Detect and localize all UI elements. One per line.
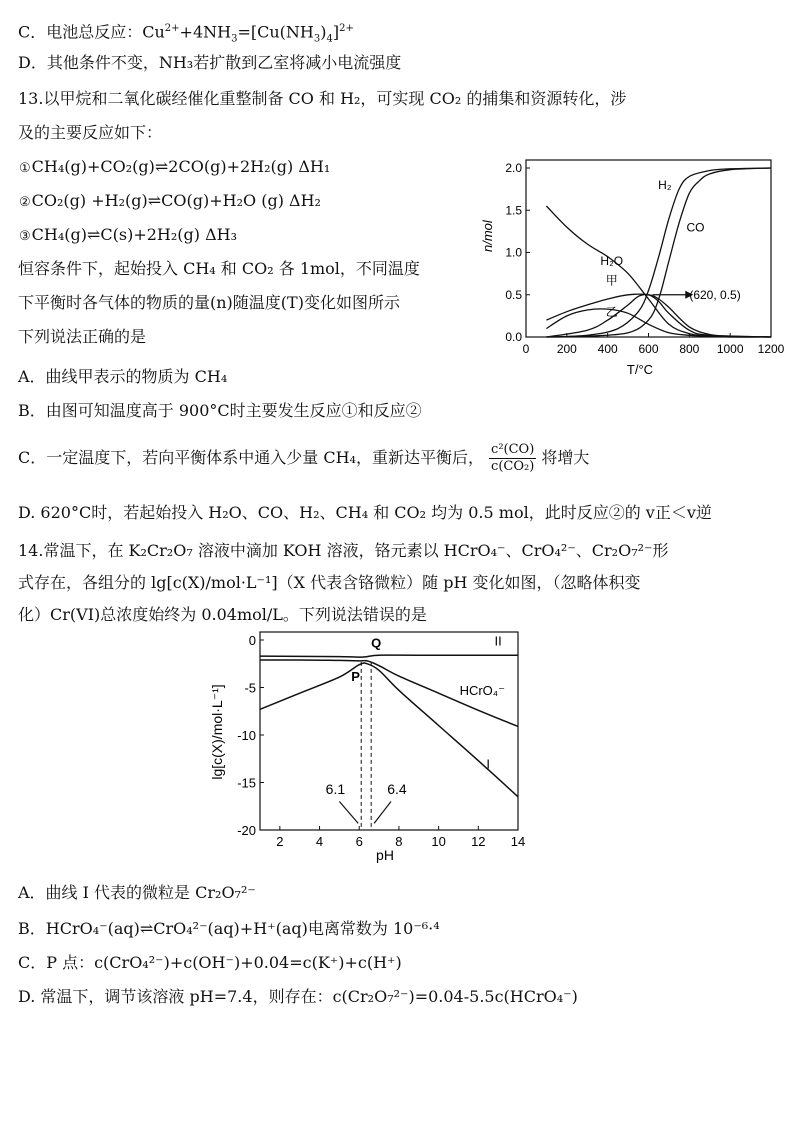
q14-stem-line-1: 14.常温下，在 K₂Cr₂O₇ 溶液中滴加 KOH 溶液，铬元素以 HCrO₄⁻、CrO₄²⁻、Cr₂O₇²⁻形 [18,541,669,560]
chart1-y-tick-label: 0.0 [505,330,522,344]
chart2-y-tick-label: -10 [237,728,256,743]
q12-option-c: C．电池总反应：$Cu^{2+}+4NH_3=[Cu(NH_3)_4]^{2+}$ [18,22,354,45]
chart2-series-label: HCrO₄⁻ [459,683,505,699]
chart1-y-tick-label: 1.0 [505,245,522,260]
chart1-x-axis-label: T/°C [626,362,654,377]
chart2-x-axis-label: pH [376,847,394,863]
q13-option-d: D. 620°C时，若起始投入 H₂O、CO、H₂、CH₄ 和 CO₂ 均为 0.5 mol，此时反应②的 v正＜v逆 [18,503,712,522]
reaction-number-2: ② [19,195,31,210]
chart1-annotation-label: (620, 0.5) [689,287,741,302]
q14-stem-line-3: 化）Cr(VI)总浓度始终为 0.04mol/L。下列说法错误的是 [18,605,427,624]
temperature-chart [480,150,785,390]
q14-option-c: C．P 点：c(CrO₄²⁻)+c(OH⁻)+0.04=c(K⁺)+c(H⁺) [18,953,402,972]
q13-reaction-2: ②CO₂(g) +H₂(g)⇌CO(g)+H₂O (g) ΔH₂ [19,191,321,210]
chart2-x-tick-label: 6 [355,834,363,849]
chart2-frame [260,632,518,830]
marker-arrow-6-1 [339,802,358,824]
q13-condition-line-1: 恒容条件下，起始投入 CH₄ 和 CO₂ 各 1mol，不同温度 [18,259,420,278]
chart1-x-tick-label: 600 [638,342,659,356]
q13-option-a: A．曲线甲表示的物质为 CH₄ [18,367,228,386]
ph-chart [200,622,540,867]
chart1-y-tick-label: 1.5 [505,203,522,218]
q13-stem-line-1: 13.以甲烷和二氧化碳经催化重整制备 CO 和 H₂，可实现 CO₂ 的捕集和资源转化，涉 [18,89,627,108]
chart1-y-axis-label: n/mol [480,220,495,252]
chart1-x-tick-label: 200 [556,342,577,356]
reaction-number-1: ① [19,161,31,176]
chart1-series-label: 乙 [605,304,618,319]
marker-arrow-6-4 [374,802,391,824]
chart2-x-tick-label: 10 [431,834,446,849]
q14-option-a: A．曲线 I 代表的微粒是 Cr₂O₇²⁻ [18,883,256,902]
chart1-x-tick-label: 1200 [757,342,785,356]
q13-condition-line-2: 下平衡时各气体的物质的量(n)随温度(T)变化如图所示 [18,293,400,312]
chart2-y-axis-label: lg[c(X)/mol·L⁻¹] [209,684,225,780]
chart1-series-label: 甲 [605,273,618,288]
point-p-label: P [351,668,360,684]
chart1-x-tick-label: 400 [597,342,618,356]
chart2-y-tick-label: -15 [237,775,256,791]
concentration-ratio: $\frac{\text{c²(CO)}}{\text{c(CO₂)}}$ [491,442,535,474]
chart2-series-label: I [486,756,491,772]
q14-option-b: B．HCrO₄⁻(aq)⇌CrO₄²⁻(aq)+H⁺(aq)电离常数为 10⁻⁶·⁴ [18,919,440,938]
chart1-x-tick-label: 1000 [716,342,744,356]
marker-label-6-4: 6.4 [387,780,407,797]
q13-stem-line-2: 及的主要反应如下： [18,123,163,142]
q14-stem-line-2: 式存在，各组分的 lg[c(X)/mol·L⁻¹]（X 代表含铬微粒）随 pH 变化如图，（忽略体积变 [18,573,641,592]
chart2-y-tick-label: 0 [248,633,256,648]
chart2-y-tick-label: -5 [244,680,256,696]
q14-option-d: D. 常温下，调节该溶液 pH=7.4，则存在：c(Cr₂O₇²⁻)=0.04-5.5c(HCrO₄⁻) [18,987,578,1006]
q13-condition-line-3: 下列说法正确的是 [18,327,147,346]
chart1-series-label: H₂ [658,178,672,193]
chart2-x-tick-label: 4 [315,834,324,849]
chart2-x-tick-label: 14 [510,834,526,849]
chart2-series-line-0 [260,655,518,657]
chart1-y-tick-label: 0.5 [505,287,522,302]
chart2-x-tick-label: 2 [276,834,284,849]
chart1-y-tick-label: 2.0 [505,161,522,175]
reaction-number-3: ③ [19,229,31,244]
chart2-x-tick-label: 12 [471,834,486,849]
chart1-x-tick-label: 800 [679,342,700,356]
chart1-x-tick-label: 0 [522,342,530,356]
chart1-frame [526,160,771,337]
q13-reaction-1: ①CH₄(g)+CO₂(g)⇌2CO(g)+2H₂(g) ΔH₁ [19,157,331,176]
chart1-series-label: CO [686,220,705,235]
chart1-series-label: H₂O [600,254,624,269]
q13-reaction-3: ③CH₄(g)⇌C(s)+2H₂(g) ΔH₃ [19,225,238,244]
q13-option-c: C．一定温度下，若向平衡体系中通入少量 CH₄，重新达平衡后， $\frac{\text{c²(CO)}}{\text{c(CO₂)}}$ 将增大 [18,442,590,474]
marker-label-6-1: 6.1 [325,780,346,797]
q13-option-b: B．由图可知温度高于 900°C时主要发生反应①和反应② [18,401,422,420]
q12-option-d: D．其他条件不变，NH₃若扩散到乙室将减小电流强度 [18,53,402,72]
point-q-label: Q [371,635,382,651]
chart2-y-tick-label: -20 [237,823,256,838]
chart2-series-label: II [494,633,502,649]
chart2-x-tick-label: 8 [395,834,403,849]
chart1-series-line-4 [546,206,771,337]
